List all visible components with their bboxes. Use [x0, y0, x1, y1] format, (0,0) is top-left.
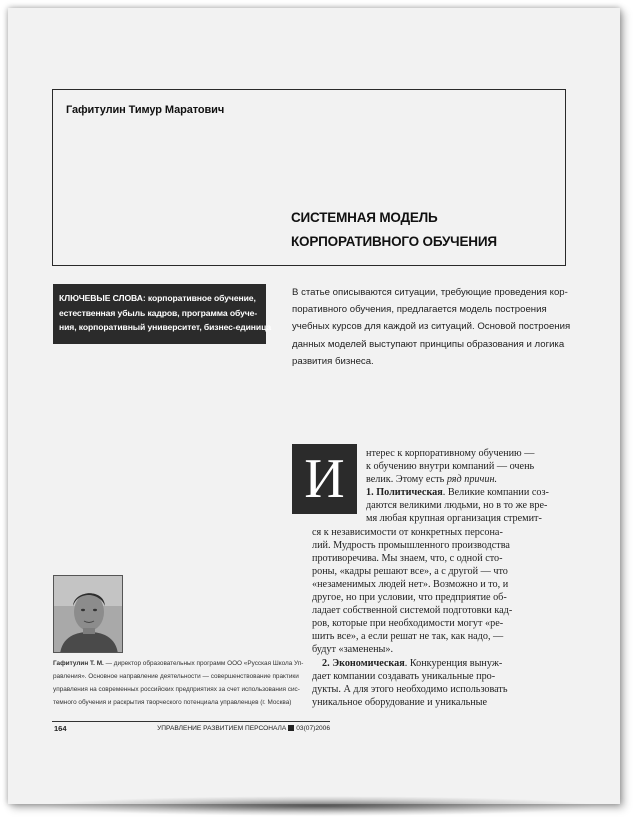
square-bullet-icon: [288, 725, 294, 731]
bio-line: равления». Основное направление деятельности — совершенствование практики: [53, 673, 299, 680]
page-number: 164: [54, 724, 67, 733]
footer-rule: [52, 721, 330, 722]
abstract-line: поративного обучения, предлагается модель построения: [292, 304, 547, 316]
keywords-line: КЛЮЧЕВЫЕ СЛОВА: корпоративное обучение,: [59, 293, 256, 303]
abstract-line: развития бизнеса.: [292, 355, 374, 367]
abstract-line: В статье описываются ситуации, требующие проведения кор-: [292, 287, 568, 298]
keywords-line: естественная убыль кадров, программа обуче-: [59, 307, 258, 318]
body-line: будут «заменены».: [312, 644, 394, 656]
abstract: [292, 284, 571, 370]
journal-issue: 03(07)2006: [296, 725, 330, 732]
article-title-line-2: КОРПОРАТИВНОГО ОБУЧЕНИЯ: [291, 234, 497, 249]
body-line: ров, которые при необходимости могут «ре-: [312, 618, 504, 630]
body-line: нтерес к корпоративному обучению —: [366, 448, 535, 459]
keywords-box: [53, 284, 272, 344]
article-body: [292, 447, 549, 709]
journal-info: [157, 725, 330, 732]
article-title-line-1: СИСТЕМНАЯ МОДЕЛЬ: [291, 210, 438, 225]
body-line: к обучению внутри компаний — очень: [366, 461, 535, 473]
body-text-span: . Конкуренция вынуж-: [404, 657, 503, 669]
heading-economic: 2. Экономическая: [322, 657, 405, 669]
body-text-span: . Великие компании соз-: [442, 487, 549, 499]
author-portrait-image: [54, 576, 123, 653]
body-line: ладает собственной системой подготовки кад-: [312, 605, 513, 617]
heading-political: 1. Политическая: [366, 487, 443, 499]
drop-cap: И: [292, 444, 357, 514]
journal-name: УПРАВЛЕНИЕ РАЗВИТИЕМ ПЕРСОНАЛА: [157, 725, 287, 732]
body-line: шить все», а если решат не так, как надо, —: [312, 631, 504, 643]
body-line: мя любая крупная организация стремит-: [366, 513, 542, 525]
page-shadow: [40, 796, 600, 816]
bio-author-name: Гафитулин Т. М.: [53, 660, 104, 667]
keywords-line: ния, корпоративный университет, бизнес-единица: [59, 322, 272, 332]
abstract-line: данных моделей выступают принципы образования и логика: [292, 338, 565, 350]
body-italic-span: ряд причин.: [446, 474, 498, 486]
body-line: лий. Мудрость промышленного производства: [312, 539, 510, 551]
body-line: даются великими людьми, но в то же вре-: [366, 500, 548, 512]
body-line: противоречива. Мы знаем, что, с одной сто-: [312, 552, 503, 564]
author-photo: [53, 575, 123, 653]
body-line: ся к независимости от конкретных персона-: [312, 526, 503, 538]
body-line: другое, но при условии, что предприятие об-: [312, 592, 507, 604]
body-line: [292, 473, 549, 486]
author-bio: [53, 657, 304, 709]
bio-line: [53, 657, 304, 670]
article-title: [291, 206, 497, 254]
body-line: уникальное оборудование и уникальные: [312, 696, 488, 708]
body-text-span: велик. Этому есть: [366, 474, 447, 486]
abstract-line: учебных курсов для каждой из ситуаций. Основой построения: [292, 321, 571, 333]
bio-text-span: — директор образовательных программ ООО «Русская Школа Уп-: [103, 660, 304, 667]
bio-line: управления на современных российских предприятиях за счет использования сис-: [53, 686, 300, 693]
author-name: Гафитулин Тимур Маратович: [66, 104, 225, 116]
body-line: «незаменимых людей нет». Возможно и то, и: [312, 578, 509, 590]
body-line: [292, 657, 549, 670]
body-line: дает компании создавать уникальные про-: [312, 670, 496, 682]
body-line: [292, 486, 549, 499]
body-line: дукты. А для этого необходимо использовать: [312, 683, 508, 695]
body-line: роны, «кадры решают все», а с другой — что: [312, 565, 508, 577]
bio-line: темного обучения и раскрытия творческого потенциала управленцев (г. Москва): [53, 699, 292, 706]
